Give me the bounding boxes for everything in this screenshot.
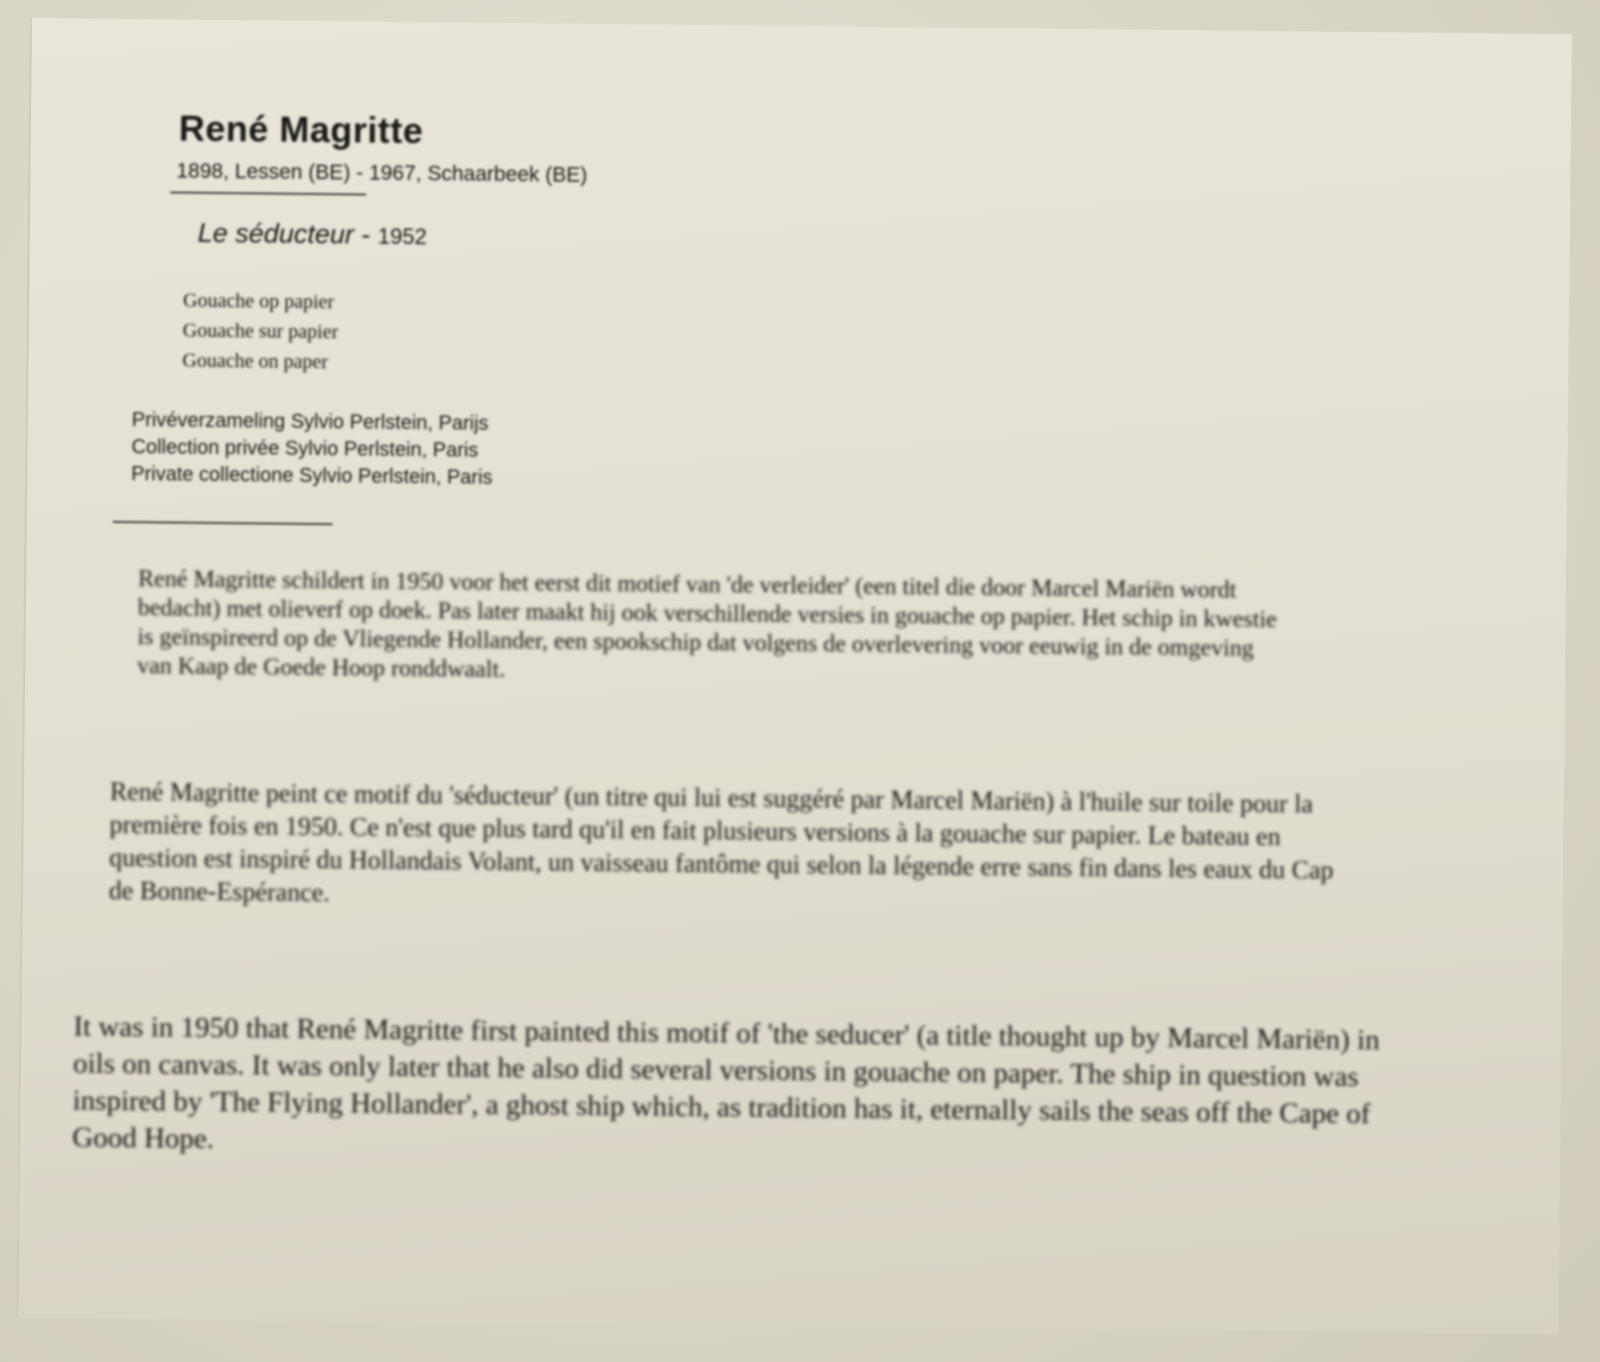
divider-line [113, 521, 333, 525]
description-french: René Magritte peint ce motif du 'séducteur' (un titre qui lui est suggéré par Marcel Mariën) à l'huile sur toile pour la première fois en 1950. Ce n'est que plus tard qu'il en fait plusieurs versions à la gouache sur papier. Le bateau en question est inspiré du Hollandais Volant, un vaisseau fantôme qui selon la légende erre sans fin dans les eaux du Cap de Bonne-Espérance. [108, 776, 1334, 908]
collection-french: Collection privée Sylvio Perlstein, Paris [131, 436, 479, 462]
title-separator: - [353, 219, 379, 250]
collection-english: Private collectione Sylvio Perlstein, Paris [131, 463, 493, 489]
collection-dutch: Privéverzameling Sylvio Perlstein, Parijs [131, 409, 489, 435]
museum-label-card [16, 18, 1572, 1334]
medium-block [182, 286, 338, 378]
description-dutch: René Magritte schildert in 1950 voor het eerst dit motief van 'de verleider' (een titel die door Marcel Mariën wordt bedacht) met olieverf op doek. Pas later maakt hij ook verschillende versies in gouache op papier. Het schip in kwestie is geïnspireerd op de Vliegende Hollander, een spookschip dat volgens de overlevering voor eeuwig in de omgeving van Kaap de Goede Hoop ronddwaalt. [137, 566, 1277, 684]
medium-dutch: Gouache op papier [182, 289, 335, 314]
collection-block [131, 407, 493, 492]
artist-dates: 1898, Lessen (BE) - 1967, Schaarbeek (BE) [176, 159, 588, 187]
divider-line [170, 191, 366, 195]
description-english: It was in 1950 that René Magritte first painted this motif of 'the seducer' (a title thought up by Marcel Mariën) in oils on canvas. It was only later that he also did several versions in gouache on paper. The ship in question was inspired by 'The Flying Hollander', a ghost ship which, as tradition has it, eternally sails the seas off the Cape of Good Hope. [72, 1010, 1380, 1155]
medium-english: Gouache on paper [182, 349, 329, 374]
artwork-title-line [198, 218, 427, 251]
artist-name: René Magritte [178, 107, 424, 152]
artwork-title: Le séducteur [197, 217, 355, 250]
medium-french: Gouache sur papier [182, 319, 339, 344]
artwork-year: 1952 [377, 223, 427, 250]
